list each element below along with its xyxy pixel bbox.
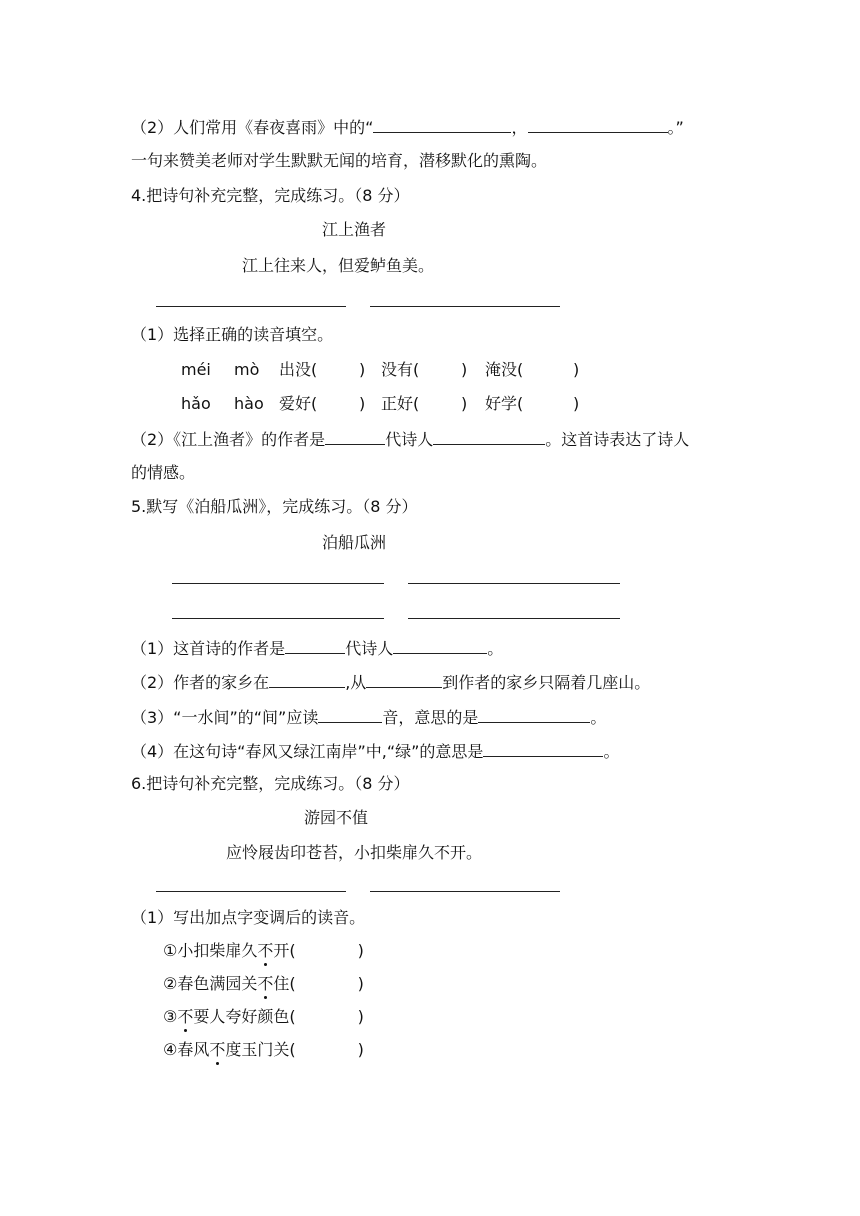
bracket-close: )	[573, 360, 580, 379]
q5-s3-b: 音，意思的是	[382, 708, 479, 727]
dotted-character: 不	[257, 974, 274, 993]
pinyin-option: hǎo	[181, 394, 211, 413]
dotted-character: 不	[177, 1007, 194, 1026]
q5-sub2	[131, 672, 650, 693]
answer-blank[interactable]	[433, 429, 545, 445]
bracket-close: )	[357, 1040, 364, 1059]
q5-s2-c: 到作者的家乡只隔着几座山。	[442, 673, 651, 692]
bracket-close: )	[359, 394, 366, 413]
item-number: ③	[163, 1007, 178, 1026]
q5-s2-b: ,从	[345, 673, 367, 692]
q6-answer-line-2[interactable]	[370, 891, 560, 892]
pinyin-option: mò	[234, 360, 260, 379]
q5-s1-a: （1）这首诗的作者是	[131, 639, 286, 658]
word: 淹没(	[485, 360, 524, 379]
answer-blank[interactable]	[393, 638, 487, 654]
answer-blank[interactable]	[318, 707, 382, 723]
bracket-close: )	[357, 974, 364, 993]
q4-sub2-a: （2）《江上渔者》的作者是	[131, 430, 326, 449]
q4-poem-line: 江上往来人，但爱鲈鱼美。	[242, 256, 435, 275]
bracket-close: )	[357, 941, 364, 960]
q5-sub1	[131, 638, 503, 659]
quote-end: 。”	[667, 118, 684, 137]
word: 出没(	[279, 360, 318, 379]
pinyin-option: méi	[181, 360, 211, 379]
item-number: ②	[163, 974, 178, 993]
item-text: 春风	[177, 1040, 210, 1059]
answer-blank[interactable]	[269, 672, 345, 688]
q5-answer-line-2[interactable]	[408, 583, 620, 584]
q5-answer-line-1[interactable]	[172, 583, 384, 584]
q6-item-2	[163, 974, 364, 994]
q5-heading: 5.默写《泊船瓜洲》，完成练习。（8 分）	[131, 497, 418, 516]
item-number: ①	[163, 941, 178, 960]
item-text: 小扣柴扉久	[177, 941, 258, 960]
pinyin-option: hào	[234, 394, 264, 413]
word: 爱好(	[279, 394, 318, 413]
q5-s3-c: 。	[590, 708, 607, 727]
answer-blank[interactable]	[325, 429, 385, 445]
q6-heading: 6.把诗句补充完整，完成练习。（8 分）	[131, 774, 410, 793]
q5-s4-a: （4）在这句诗“春风又绿江南岸”中,“绿”的意思是	[131, 742, 484, 761]
item-text: 春色满园关	[177, 974, 258, 993]
bracket-close: )	[359, 360, 366, 379]
item-text: 要人夸好颜色(	[193, 1007, 296, 1026]
q6-poem-line: 应怜屐齿印苍苔，小扣柴扉久不开。	[226, 843, 483, 862]
item-number: ④	[163, 1040, 178, 1059]
q6-poem-title: 游园不值	[304, 808, 369, 827]
q5-s3-a: （3）“一水间”的“间”应读	[131, 708, 319, 727]
comma: ，	[511, 118, 528, 137]
q3-2-line2: 一句来赞美老师对学生默默无闻的培育，潜移默化的熏陶。	[131, 151, 548, 170]
q4-sub2-line2: 的情感。	[131, 463, 196, 482]
bracket-close: )	[461, 360, 468, 379]
item-text: 度玉门关(	[225, 1040, 296, 1059]
answer-blank[interactable]	[478, 707, 590, 723]
q6-item-1	[163, 941, 364, 961]
q4-sub2	[131, 429, 689, 450]
q6-sub1: （1）写出加点字变调后的读音。	[131, 908, 366, 927]
q4-sub1: （1）选择正确的读音填空。	[131, 325, 334, 344]
q4-poem-title: 江上渔者	[322, 220, 387, 239]
answer-blank[interactable]	[285, 638, 345, 654]
word: 正好(	[381, 394, 420, 413]
q3-2-line1	[131, 117, 684, 138]
item-text: 开(	[273, 941, 296, 960]
q5-sub4	[131, 741, 619, 762]
answer-blank[interactable]	[528, 117, 668, 133]
q5-answer-line-4[interactable]	[408, 618, 620, 619]
q4-heading: 4.把诗句补充完整，完成练习。（8 分）	[131, 186, 410, 205]
q6-answer-line-1[interactable]	[156, 891, 346, 892]
q6-item-3	[163, 1007, 364, 1027]
dotted-character: 不	[209, 1040, 226, 1059]
q4-pinyin-row1	[181, 360, 579, 380]
item-text: 住(	[273, 974, 296, 993]
dotted-character: 不	[257, 941, 274, 960]
answer-blank[interactable]	[366, 672, 442, 688]
q5-s4-b: 。	[603, 742, 620, 761]
q4-answer-line-1[interactable]	[156, 306, 346, 307]
q5-poem-title: 泊船瓜洲	[322, 533, 387, 552]
bracket-close: )	[357, 1007, 364, 1026]
bracket-close: )	[461, 394, 468, 413]
q5-answer-line-3[interactable]	[172, 618, 384, 619]
q4-pinyin-row2	[181, 394, 579, 414]
q4-sub2-b: 代诗人	[385, 430, 434, 449]
answer-blank[interactable]	[373, 117, 511, 133]
q5-sub3	[131, 707, 606, 728]
q4-answer-line-2[interactable]	[370, 306, 560, 307]
q5-s1-c: 。	[487, 639, 504, 658]
q5-s1-b: 代诗人	[345, 639, 394, 658]
word: 好学(	[485, 394, 524, 413]
word: 没有(	[381, 360, 420, 379]
q5-s2-a: （2）作者的家乡在	[131, 673, 270, 692]
q6-item-4	[163, 1040, 364, 1060]
q3-2-prefix: （2）人们常用《春夜喜雨》中的“	[131, 118, 374, 137]
answer-blank[interactable]	[483, 741, 603, 757]
bracket-close: )	[573, 394, 580, 413]
q4-sub2-c: 。这首诗表达了诗人	[545, 430, 690, 449]
